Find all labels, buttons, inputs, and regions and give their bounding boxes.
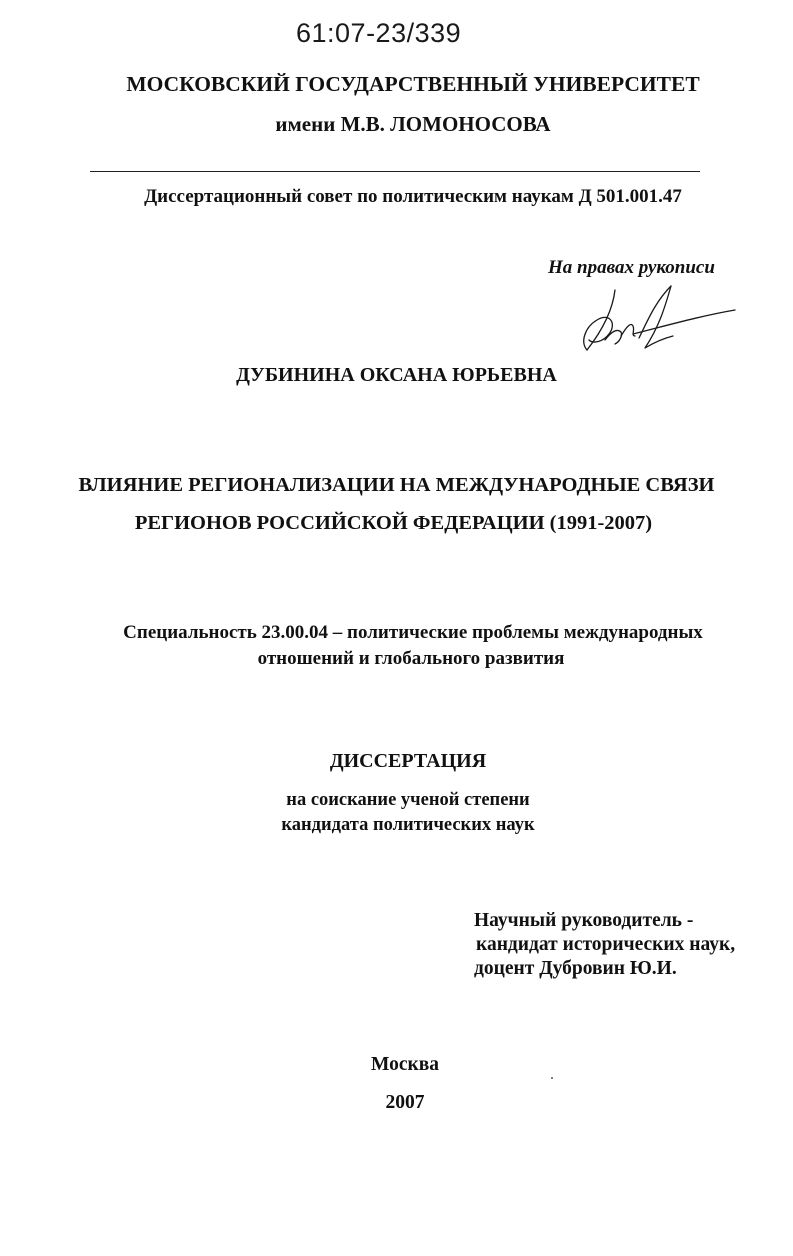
supervisor-label: Научный руководитель - [474, 910, 694, 931]
dissertation-council: Диссертационный совет по политическим наукам Д 501.001.47 [144, 186, 682, 207]
publication-year: 2007 [385, 1092, 425, 1113]
university-named-after: имени М.В. ЛОМОНОСОВА [275, 112, 551, 136]
supervisor-name: доцент Дубровин Ю.И. [474, 958, 677, 979]
dissertation-title-line-1: ВЛИЯНИЕ РЕГИОНАЛИЗАЦИИ НА МЕЖДУНАРОДНЫЕ СВЯЗИ [78, 474, 715, 496]
degree-line-2: кандидата политических наук [281, 815, 535, 835]
scan-speck [551, 1077, 553, 1079]
author-name: ДУБИНИНА ОКСАНА ЮРЬЕВНА [236, 364, 557, 386]
supervisor-degree: кандидат исторических наук, [476, 934, 736, 955]
header-divider [90, 171, 700, 172]
publication-city: Москва [370, 1054, 440, 1075]
speciality-line-1: Специальность 23.00.04 – политические проблемы международных [123, 622, 703, 643]
handwritten-signature [575, 282, 740, 362]
dissertation-title-line-2: РЕГИОНОВ РОССИЙСКОЙ ФЕДЕРАЦИИ (1991-2007) [134, 512, 653, 534]
document-type-heading: ДИССЕРТАЦИЯ [329, 750, 487, 772]
degree-line-1: на соискание ученой степени [286, 790, 530, 810]
speciality-line-2: отношений и глобального развития [257, 648, 565, 669]
manuscript-rights-note: На правах рукописи [548, 257, 715, 278]
shelf-code-stamp: 61:07-23/339 [296, 18, 462, 48]
university-name: МОСКОВСКИЙ ГОСУДАРСТВЕННЫЙ УНИВЕРСИТЕТ [126, 72, 700, 96]
